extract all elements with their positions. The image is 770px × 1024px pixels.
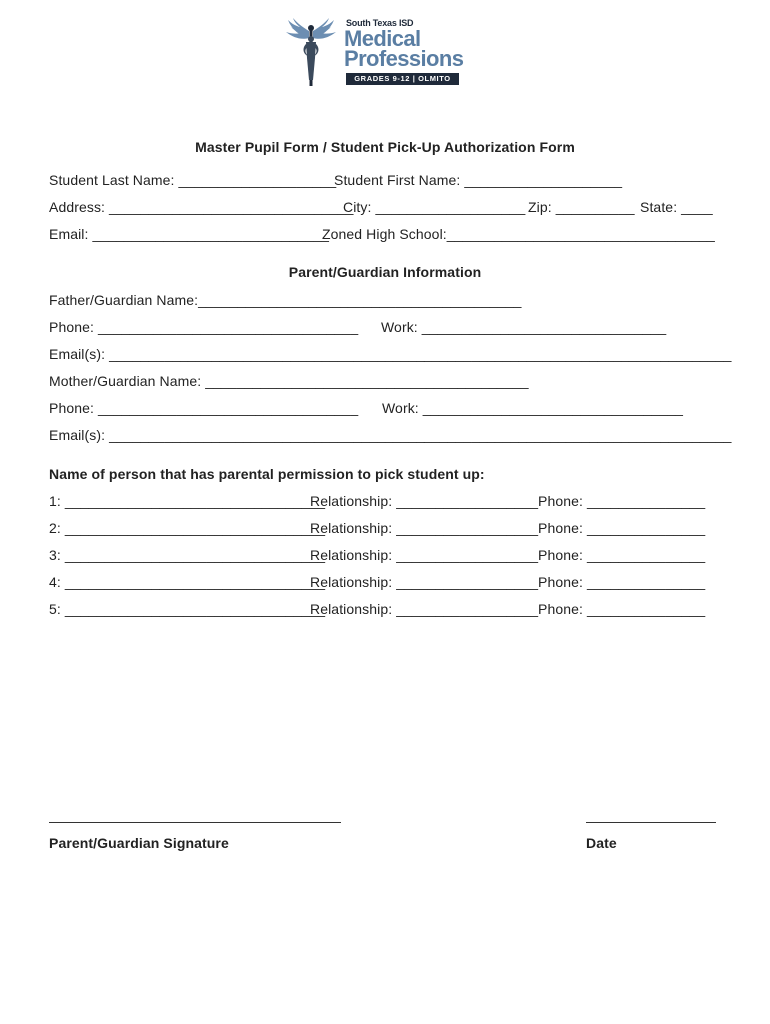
pickup-phone-field-2[interactable]: Phone: _______________ (538, 520, 706, 536)
logo-district: South Texas ISD (346, 18, 414, 28)
pickup-relationship-field-5[interactable]: Relationship: __________________ (310, 601, 539, 617)
signature-line[interactable] (49, 822, 341, 823)
pickup-name-field-3[interactable]: 3: _________________________________ (49, 547, 326, 563)
logo-line2: Professions (344, 46, 464, 71)
father-phone-field[interactable]: Phone: _________________________________ (49, 319, 359, 335)
pickup-name-field-5[interactable]: 5: _________________________________ (49, 601, 326, 617)
city-field[interactable]: City: ___________________ (343, 199, 526, 215)
winged-staff-icon (282, 18, 340, 88)
logo-line1: Medical (344, 26, 421, 51)
mother-name-field[interactable]: Mother/Guardian Name: _________________________________________ (49, 373, 529, 389)
date-line[interactable] (586, 822, 716, 823)
school-logo (282, 18, 492, 90)
father-emails-second-field[interactable]: _______________________________________ (424, 346, 732, 362)
pickup-relationship-field-4[interactable]: Relationship: __________________ (310, 574, 539, 590)
form-title: Master Pupil Form / Student Pick-Up Authorization Form (195, 139, 575, 155)
pickup-phone-field-5[interactable]: Phone: _______________ (538, 601, 706, 617)
pickup-relationship-field-2[interactable]: Relationship: __________________ (310, 520, 539, 536)
logo-grades-bar: GRADES 9-12 | OLMITO (346, 73, 459, 85)
pickup-heading: Name of person that has parental permission to pick student up: (49, 466, 485, 482)
pickup-phone-field-3[interactable]: Phone: _______________ (538, 547, 706, 563)
student-last-name-field[interactable]: Student Last Name: ____________________ (49, 172, 337, 188)
pickup-relationship-field-1[interactable]: Relationship: __________________ (310, 493, 539, 509)
pickup-phone-field-4[interactable]: Phone: _______________ (538, 574, 706, 590)
email-field[interactable]: Email: ______________________________ (49, 226, 330, 242)
parent-guardian-heading: Parent/Guardian Information (288, 264, 482, 280)
date-label: Date (586, 835, 617, 851)
father-work-field[interactable]: Work: _______________________________ (381, 319, 667, 335)
pickup-name-field-4[interactable]: 4: _________________________________ (49, 574, 326, 590)
mother-work-field[interactable]: Work: _________________________________ (382, 400, 684, 416)
address-field[interactable]: Address: _______________________________ (49, 199, 354, 215)
mother-emails-second-field[interactable]: _______________________________________ (424, 427, 732, 443)
zoned-high-school-field[interactable]: Zoned High School:__________________________________ (322, 226, 715, 242)
father-name-field[interactable]: Father/Guardian Name:_________________________________________ (49, 292, 522, 308)
pickup-name-field-2[interactable]: 2: _________________________________ (49, 520, 326, 536)
pickup-name-field-1[interactable]: 1: _________________________________ (49, 493, 326, 509)
signature-label: Parent/Guardian Signature (49, 835, 229, 851)
state-field[interactable]: State: ____ (640, 199, 713, 215)
mother-emails-field[interactable]: Email(s): ________________________________________ (49, 427, 425, 443)
father-emails-field[interactable]: Email(s): ________________________________________ (49, 346, 425, 362)
pickup-relationship-field-3[interactable]: Relationship: __________________ (310, 547, 539, 563)
mother-phone-field[interactable]: Phone: _________________________________ (49, 400, 359, 416)
zip-field[interactable]: Zip: __________ (528, 199, 635, 215)
pickup-phone-field-1[interactable]: Phone: _______________ (538, 493, 706, 509)
student-first-name-field[interactable]: Student First Name: ____________________ (334, 172, 623, 188)
